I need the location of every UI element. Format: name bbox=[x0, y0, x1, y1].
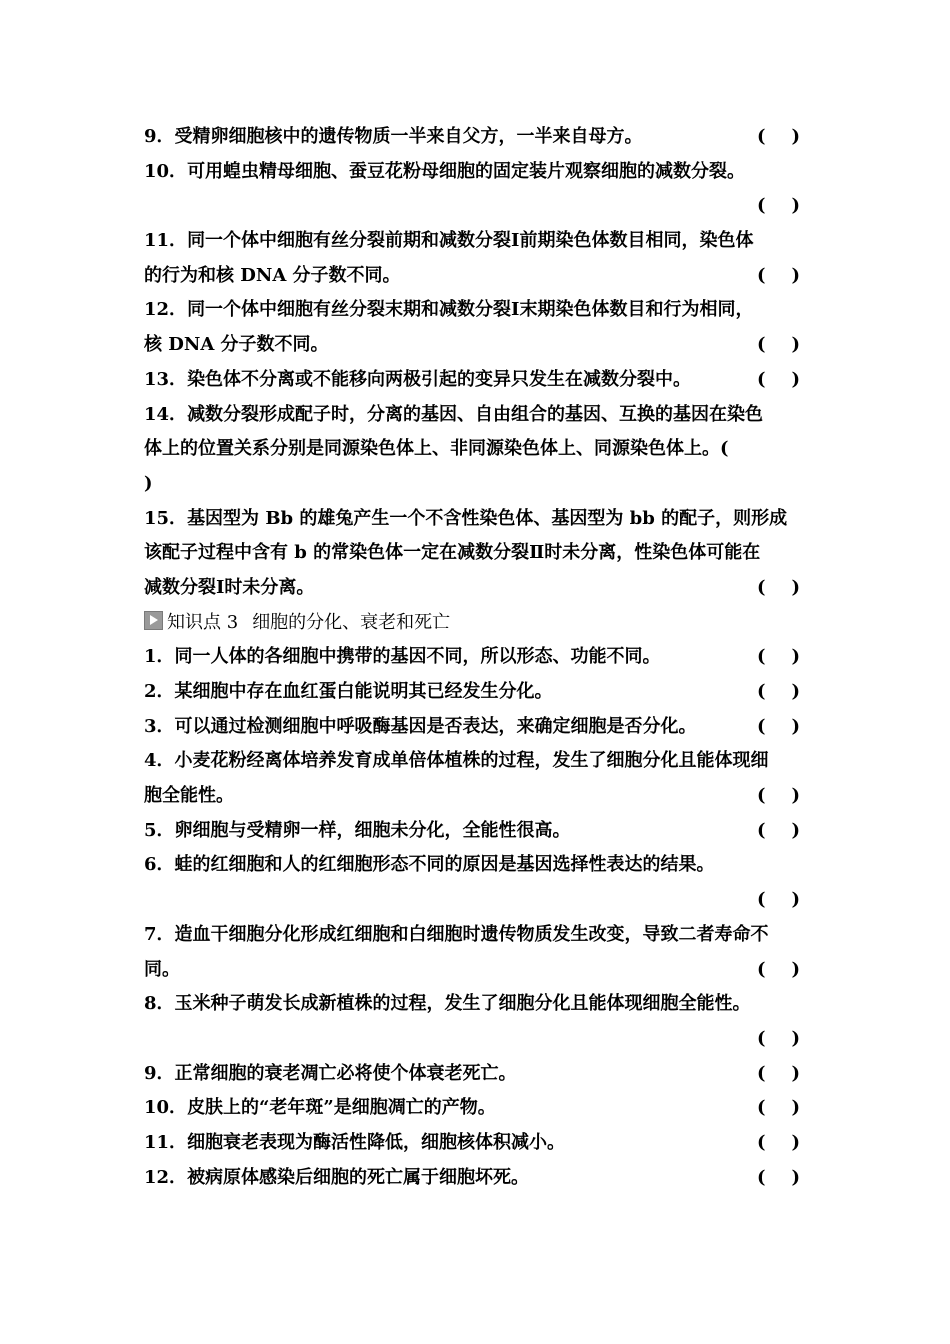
section-title: 细胞的分化、衰老和死亡 bbox=[252, 611, 451, 633]
question-text: 同。 bbox=[144, 958, 180, 980]
question-a13 bbox=[144, 363, 808, 398]
question-number: 5． bbox=[144, 819, 175, 841]
question-text: 玉米种子萌发长成新植株的过程，发生了细胞分化且能体现细胞全能性。 bbox=[174, 993, 751, 1015]
question-text: 胞全能性。 bbox=[144, 785, 234, 807]
answer-blank[interactable]: ( ) bbox=[756, 1062, 800, 1084]
question-b4 bbox=[144, 744, 808, 779]
question-b8-blank-line bbox=[144, 1022, 808, 1057]
question-a14 bbox=[144, 398, 808, 433]
question-a15 bbox=[144, 502, 808, 537]
question-a12-cont bbox=[144, 328, 808, 363]
question-text: 染色体不分离或不能移向两极引起的变异只发生在减数分裂中。 bbox=[187, 368, 692, 390]
answer-blank[interactable]: ( ) bbox=[756, 646, 800, 668]
question-number: 2． bbox=[144, 681, 175, 702]
question-text: 被病原体感染后细胞的死亡属于细胞坏死。 bbox=[187, 1166, 530, 1188]
section-label: 知识点 3 bbox=[167, 611, 239, 633]
question-a9 bbox=[144, 120, 808, 155]
question-text: ) bbox=[144, 472, 153, 494]
question-text: 造血干细胞分化形成红细胞和白细胞时遗传物质发生改变，导致二者寿命不 bbox=[174, 923, 769, 945]
question-text: 同一人体的各细胞中携带的基因不同，所以形态、功能不同。 bbox=[174, 646, 661, 668]
question-text: 的行为和核 DNA 分子数不同。 bbox=[144, 264, 401, 286]
answer-blank[interactable]: ( ) bbox=[756, 958, 800, 980]
question-text: 正常细胞的衰老凋亡必将使个体衰老死亡。 bbox=[174, 1062, 517, 1084]
question-number: 4． bbox=[144, 750, 175, 772]
question-number: 3． bbox=[144, 715, 175, 737]
document-page bbox=[144, 120, 808, 1195]
question-text: 蛙的红细胞和人的红细胞形态不同的原因是基因选择性表达的结果。 bbox=[174, 854, 715, 876]
question-text: 可用蝗虫精母细胞、蚕豆花粉母细胞的固定装片观察细胞的减数分裂。 bbox=[187, 160, 746, 182]
answer-blank[interactable]: ( ) bbox=[756, 126, 800, 147]
question-number: 9． bbox=[144, 1062, 175, 1084]
question-number: 7． bbox=[144, 923, 175, 945]
question-number: 12． bbox=[144, 299, 188, 321]
answer-blank[interactable]: ( ) bbox=[756, 1166, 800, 1188]
answer-blank[interactable]: ( ) bbox=[756, 715, 800, 737]
question-text: 减数分裂形成配子时，分离的基因、自由组合的基因、互换的基因在染色 bbox=[187, 403, 764, 425]
question-text: 体上的位置关系分别是同源染色体上、非同源染色体上、同源染色体上。( bbox=[144, 438, 729, 460]
play-icon bbox=[144, 611, 163, 630]
question-b3 bbox=[144, 710, 808, 745]
question-number: 9． bbox=[144, 126, 175, 147]
question-number: 11． bbox=[144, 1131, 188, 1153]
question-text: 可以通过检测细胞中呼吸酶基因是否表达，来确定细胞是否分化。 bbox=[174, 715, 697, 737]
question-number: 1． bbox=[144, 646, 175, 668]
question-text: 卵细胞与受精卵一样，细胞未分化，全能性很高。 bbox=[174, 819, 571, 841]
question-text: 核 DNA 分子数不同。 bbox=[144, 334, 329, 356]
question-a10 bbox=[144, 155, 808, 190]
answer-blank[interactable]: ( ) bbox=[756, 785, 800, 807]
answer-blank[interactable]: ( ) bbox=[756, 264, 800, 286]
question-a11-cont bbox=[144, 259, 808, 294]
question-number: 10． bbox=[144, 1097, 188, 1119]
question-number: 11． bbox=[144, 230, 188, 252]
answer-blank[interactable]: ( ) bbox=[756, 576, 800, 598]
question-text: 同一个体中细胞有丝分裂前期和减数分裂Ⅰ前期染色体数目相同，染色体 bbox=[187, 230, 754, 252]
question-a14-cont bbox=[144, 432, 808, 467]
answer-blank[interactable]: ( ) bbox=[756, 334, 800, 356]
answer-blank[interactable]: ( ) bbox=[756, 368, 800, 390]
question-number: 8． bbox=[144, 993, 175, 1015]
question-number: 10． bbox=[144, 160, 188, 182]
question-text: 基因型为 Bb 的雄兔产生一个不含性染色体、基因型为 bb 的配子，则形成 bbox=[187, 507, 788, 529]
question-text: 同一个体中细胞有丝分裂末期和减数分裂Ⅰ末期染色体数目和行为相同， bbox=[187, 299, 754, 321]
question-text: 该配子过程中含有 b 的常染色体一定在减数分裂Ⅱ时未分离，性染色体可能在 bbox=[144, 542, 761, 564]
question-a15-cont2 bbox=[144, 571, 808, 606]
question-text: 皮肤上的“老年斑”是细胞凋亡的产物。 bbox=[187, 1097, 496, 1119]
question-number: 12． bbox=[144, 1166, 188, 1188]
answer-blank[interactable]: ( ) bbox=[756, 681, 800, 702]
question-a12 bbox=[144, 293, 808, 328]
question-number: 14． bbox=[144, 403, 188, 425]
question-a10-blank-line bbox=[144, 189, 808, 224]
question-a15-cont bbox=[144, 536, 808, 571]
question-b7 bbox=[144, 918, 808, 953]
question-a11 bbox=[144, 224, 808, 259]
question-text: 细胞衰老表现为酶活性降低，细胞核体积减小。 bbox=[187, 1131, 566, 1153]
question-text: 减数分裂Ⅰ时未分离。 bbox=[144, 576, 315, 598]
answer-blank[interactable]: ( ) bbox=[756, 1131, 800, 1153]
question-b8 bbox=[144, 987, 808, 1022]
question-b6-blank-line bbox=[144, 883, 808, 918]
question-b1 bbox=[144, 640, 808, 675]
question-b5 bbox=[144, 814, 808, 849]
answer-blank[interactable]: ( ) bbox=[756, 1097, 800, 1119]
question-number: 6． bbox=[144, 854, 175, 876]
question-b10 bbox=[144, 1091, 808, 1126]
question-text: 小麦花粉经离体培养发育成单倍体植株的过程，发生了细胞分化且能体现细 bbox=[174, 750, 769, 772]
answer-blank[interactable]: ( ) bbox=[756, 819, 800, 841]
question-number: 13． bbox=[144, 368, 188, 390]
question-b12 bbox=[144, 1161, 808, 1196]
question-number: 15． bbox=[144, 507, 188, 529]
question-b7-cont bbox=[144, 953, 808, 988]
section-header bbox=[144, 606, 808, 641]
answer-blank[interactable]: ( ) bbox=[756, 1027, 800, 1049]
question-text: 某细胞中存在血红蛋白能说明其已经发生分化。 bbox=[174, 681, 553, 702]
question-text: 受精卵细胞核中的遗传物质一半来自父方，一半来自母方。 bbox=[174, 126, 643, 147]
question-b2 bbox=[144, 675, 808, 710]
question-b11 bbox=[144, 1126, 808, 1161]
question-b6 bbox=[144, 848, 808, 883]
answer-blank[interactable]: ( ) bbox=[756, 889, 800, 911]
question-b9 bbox=[144, 1057, 808, 1092]
question-a14-cont2 bbox=[144, 467, 808, 502]
question-b4-cont bbox=[144, 779, 808, 814]
answer-blank[interactable]: ( ) bbox=[756, 195, 800, 217]
